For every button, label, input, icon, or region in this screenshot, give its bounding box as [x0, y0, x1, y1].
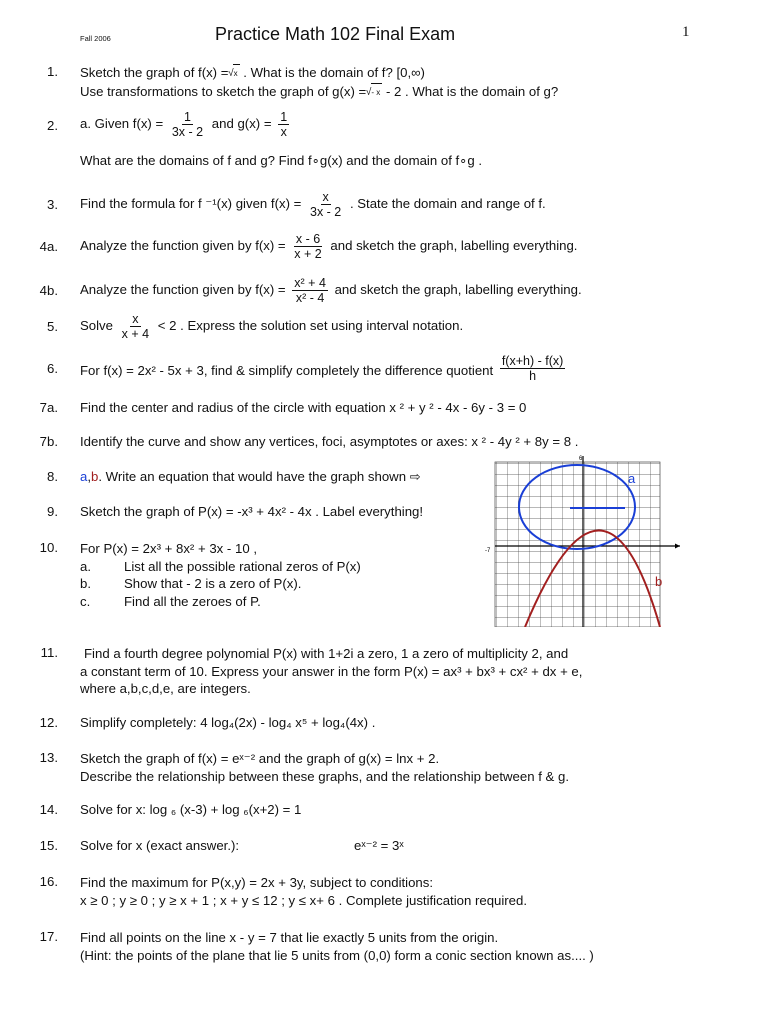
page-number: 1 — [682, 24, 690, 40]
question-number: 7b. — [39, 434, 58, 449]
question-number: 6. — [47, 361, 58, 376]
graph-label-a: a — [628, 471, 636, 486]
question-number: 15. — [39, 838, 58, 853]
fraction-inequality: $\frac{x}{x + 4}$ — [121, 312, 150, 341]
question-number: 17. — [39, 929, 58, 944]
term-label: Fall 2006 — [80, 34, 111, 43]
fraction-g: $\frac{1}{x}$ — [280, 110, 288, 139]
question-number: 8. — [47, 469, 58, 484]
question-number: 16. — [39, 874, 58, 889]
graph-label-b: b — [655, 574, 663, 589]
question-number: 7a. — [39, 400, 58, 415]
question-number: 2. — [47, 118, 58, 133]
question-number: 5. — [47, 319, 58, 334]
question-number: 3. — [47, 197, 58, 212]
question-number: 14. — [39, 802, 58, 817]
question-number: 1. — [47, 64, 58, 79]
y-tick-label: 6 — [579, 456, 583, 462]
question-number: 4b. — [39, 283, 58, 298]
x-axis-arrow — [675, 544, 680, 549]
sub-item: b. Show that - 2 is a zero of P(x). — [80, 576, 302, 591]
x-tick-label: -7 — [485, 548, 491, 554]
graph-grid — [495, 462, 663, 627]
part-a-label: a — [80, 469, 88, 484]
question-number: 12. — [39, 715, 58, 730]
question-number: 9. — [47, 504, 58, 519]
question-number: 10. — [39, 540, 58, 555]
sub-item: c. Find all the zeroes of P. — [80, 593, 261, 609]
question-number: 13. — [39, 750, 58, 765]
radical-neg-x: √ - x — [371, 83, 382, 102]
question-number: 11. — [40, 645, 58, 660]
part-b-label: b — [91, 469, 99, 484]
conic-graph — [485, 452, 685, 627]
fraction-f: $\frac{x}{3x - 2}$ — [310, 190, 342, 219]
difference-quotient: $\frac{f(x+h) - f(x)}{h}$ — [501, 354, 564, 383]
fraction-f: $\frac{\text{x² + 4}}{\text{x² - 4}}$ — [294, 276, 326, 305]
radical-x: √ x — [233, 64, 240, 83]
fraction-f: $\frac{1}{3x - 2}$ — [171, 110, 204, 139]
fraction-f: $\frac{x - 6}{x + 2}$ — [294, 232, 322, 261]
question-number: 4a. — [39, 239, 58, 254]
sub-item: a. List all the possible rational zeros of P(x) — [80, 558, 361, 574]
page-title: Practice Math 102 Final Exam — [215, 24, 456, 44]
